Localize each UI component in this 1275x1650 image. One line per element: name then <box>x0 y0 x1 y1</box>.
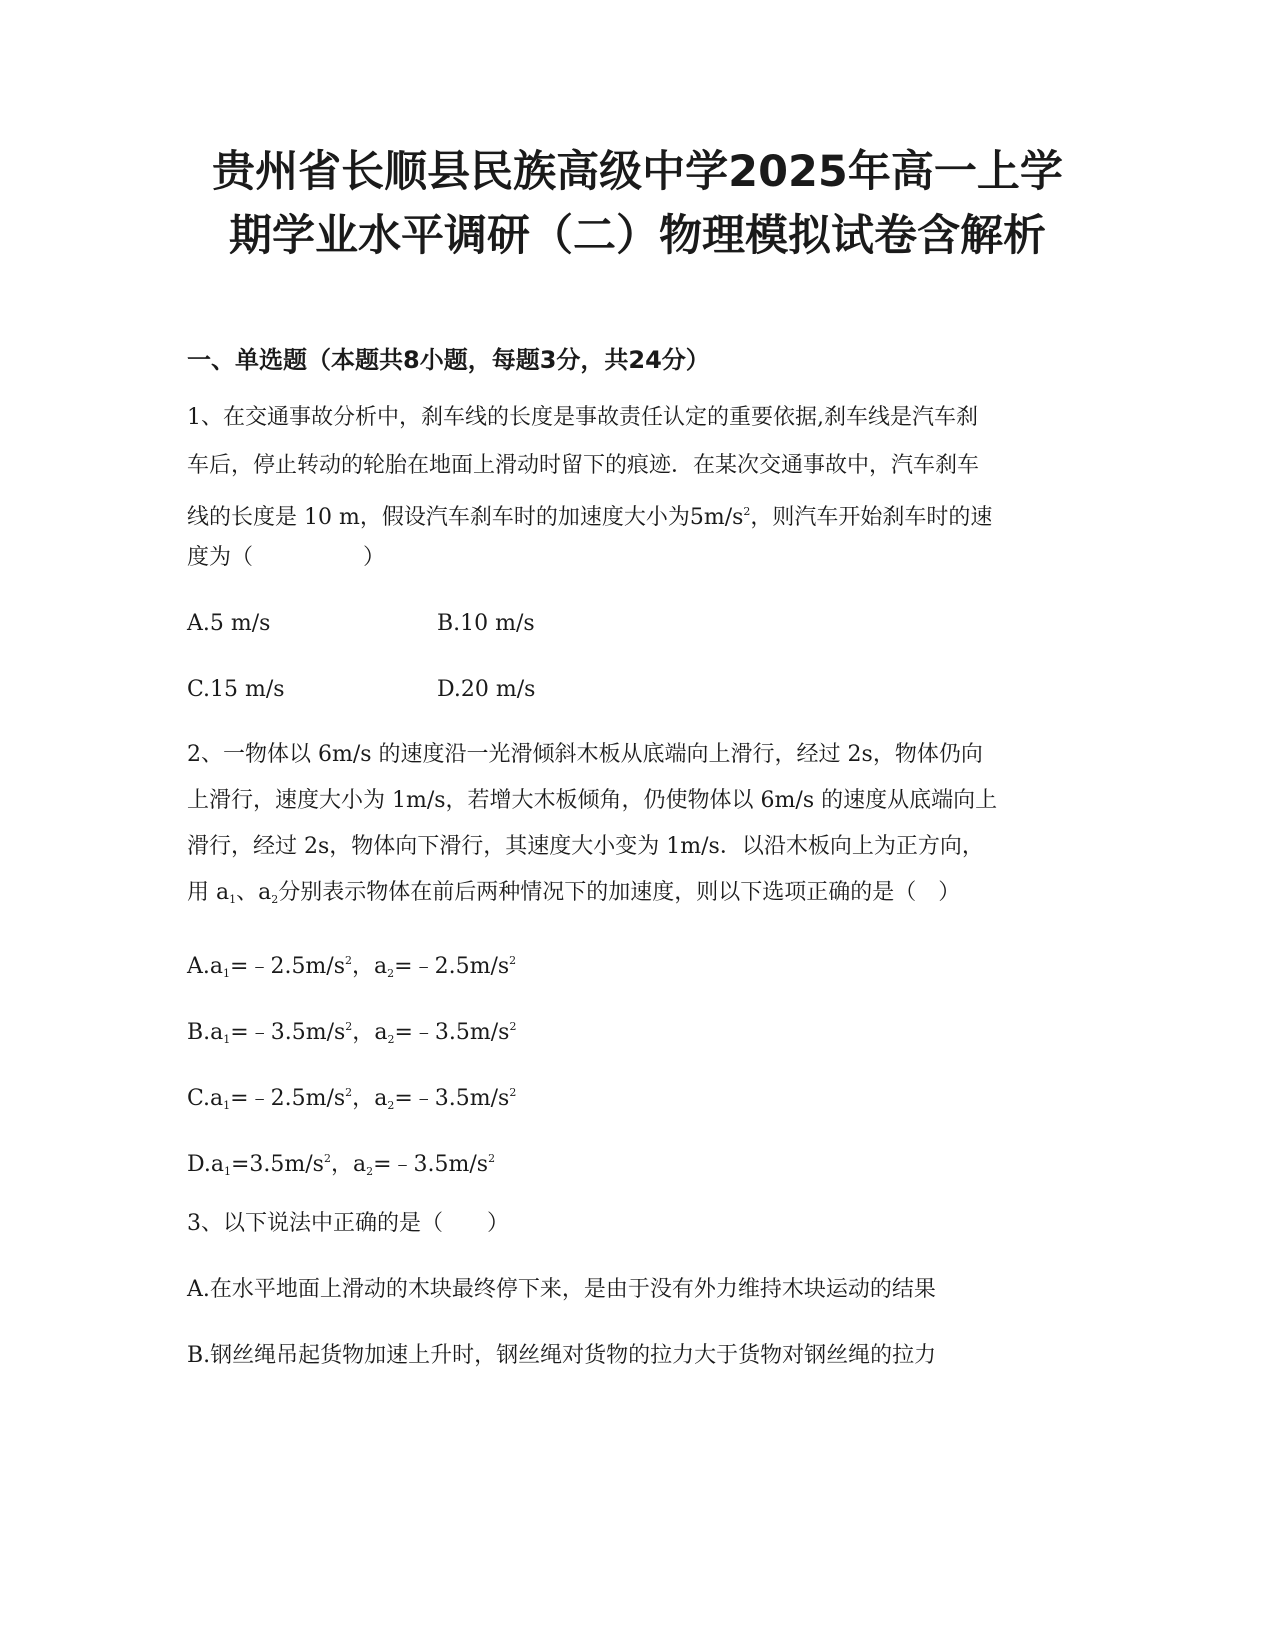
q1-line-3: 线的长度是 10 m，假设汽车刹车时的加速度大小为$5m/s^2$，则汽车开始刹车时的速 <box>187 505 993 530</box>
q3-option-a: A.在水平地面上滑动的木块最终停下来，是由于没有外力维持木块运动的结果 <box>187 1277 936 1302</box>
q2-line-1: 2、一物体以 6m/s 的速度沿一光滑倾斜木板从底端向上滑行，经过 2s，物体仍向 <box>187 742 983 767</box>
q1-option-d: D.20 m/s <box>437 677 536 702</box>
q2-option-b: $B.a_1=﹣3.5m/s^2$，$a_2=﹣3.5m/s^2$ <box>187 1020 517 1046</box>
q2-line-4: 用 $a_1$、$a_2$分别表示物体在前后两种情况下的加速度，则以下选项正确的是（ ） <box>187 880 961 906</box>
q1-option-a: A.5 m/s <box>187 611 271 636</box>
q2-line-3: 滑行，经过 2s，物体向下滑行，其速度大小变为 1m/s．以沿木板向上为正方向， <box>187 834 984 859</box>
document-title-line-1: 贵州省长顺县民族高级中学2025年高一上学 <box>212 147 1063 197</box>
q3-line-1: 3、以下说法中正确的是（ ） <box>187 1211 509 1236</box>
q1-option-b: B.10 m/s <box>437 611 535 636</box>
section-heading: 一、单选题（本题共8小题，每题3分，共24分） <box>187 346 710 374</box>
q2-option-a: $A.a_1=﹣2.5m/s^2$，$a_2=﹣2.5m/s^2$ <box>187 954 517 980</box>
q1-option-c: C.15 m/s <box>187 677 285 702</box>
q1-line-1: 1、在交通事故分析中，刹车线的长度是事故责任认定的重要依据,刹车线是汽车刹 <box>187 405 978 430</box>
q2-line-2: 上滑行，速度大小为 1m/s，若增大木板倾角，仍使物体以 6m/s 的速度从底端向上 <box>187 788 998 813</box>
q1-line-2: 车后，停止转动的轮胎在地面上滑动时留下的痕迹．在某次交通事故中，汽车刹车 <box>187 453 980 478</box>
q2-option-c: $C.a_1=﹣2.5m/s^2$，$a_2=﹣3.5m/s^2$ <box>187 1086 517 1112</box>
q2-option-d: $D.a_1=3.5m/s^2$，$a_2=﹣3.5m/s^2$ <box>187 1152 496 1178</box>
q3-option-b: B.钢丝绳吊起货物加速上升时，钢丝绳对货物的拉力大于货物对钢丝绳的拉力 <box>187 1343 937 1368</box>
q1-options-row-1 <box>187 609 270 639</box>
document-title-line-2: 期学业水平调研（二）物理模拟试卷含解析 <box>229 211 1046 261</box>
q1-line-4: 度为（ ） <box>187 545 386 570</box>
